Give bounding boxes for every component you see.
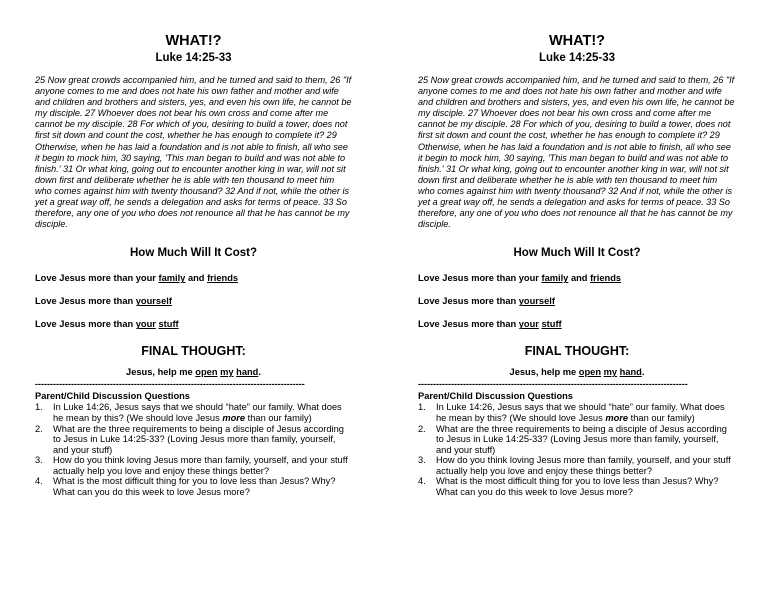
- final-thought-heading: FINAL THOUGHT:: [141, 344, 246, 359]
- question-text: than our family): [245, 412, 312, 423]
- question-number: 2.: [418, 423, 426, 434]
- cost-line-text: Love Jesus more than your: [418, 273, 542, 284]
- questions-heading: Parent/Child Discussion Questions: [418, 391, 573, 402]
- cost-line-yourself: [35, 296, 352, 307]
- final-thought-heading: FINAL THOUGHT:: [524, 344, 630, 359]
- cost-line-text: Love Jesus more than your: [35, 273, 159, 284]
- question-number: 4.: [35, 476, 43, 487]
- list-item: [418, 476, 736, 497]
- dashed-divider: ------------------------------------------------------------------------------------------: [35, 380, 305, 390]
- underlined-word: open: [578, 367, 602, 378]
- underlined-word: stuff: [541, 319, 562, 330]
- prayer-text: Jesus, help me: [126, 367, 196, 378]
- underlined-word: hand: [236, 367, 259, 378]
- page-title: WHAT!?: [548, 33, 606, 49]
- cost-line-text: Love Jesus more than: [35, 319, 136, 330]
- cost-line-text: Love Jesus more than: [418, 296, 519, 307]
- question-number: 1.: [418, 402, 426, 413]
- underlined-word: family: [541, 273, 569, 284]
- question-text: What are the three requirements to being a disciple of Jesus according to Jesus in Luke 14:25-33? (Loving Jesus more than family, yourself, and your stuff): [436, 423, 727, 455]
- page-title: WHAT!?: [165, 33, 222, 49]
- prayer-text: .: [641, 367, 645, 378]
- underlined-word: friends: [207, 273, 239, 284]
- cost-line-yourself: [418, 296, 736, 307]
- list-item: [35, 424, 352, 456]
- list-item: [35, 476, 352, 497]
- handout-copy-right: [384, 0, 768, 593]
- questions-list: [35, 402, 352, 497]
- question-text: What are the three requirements to being a disciple of Jesus according to Jesus in Luke 14:25-33? (Loving Jesus more than family, yourself, and your stuff): [53, 423, 344, 455]
- underlined-word: stuff: [158, 319, 179, 330]
- underlined-word: family: [158, 273, 186, 284]
- prayer-line: [418, 367, 736, 378]
- scripture-reference: Luke 14:25-33: [155, 52, 232, 64]
- question-number: 2.: [35, 423, 43, 434]
- emphasis-word: more: [605, 412, 629, 423]
- underlined-word: friends: [590, 273, 622, 284]
- scripture-passage: 25 Now great crowds accompanied him, and he turned and said to them, 26 "If anyone comes to me and does not hate his own father and mother and wife and children and brothers and sisters, yes, and even his own life, he cannot be my disciple. 27 Whoever does not bear his own cross and come after me cannot be my disciple. 28 For which of you, desiring to build a tower, does not first sit down and count the cost, whether he has enough to complete it? 29 Otherwise, when he has laid a foundation and is not able to finish, all who see it begin to mock him, 30 saying, 'This man began to build and was not able to finish.' 31 Or what king, going out to encounter another king in war, will not sit down first and deliberate whether he is able with ten thousand to meet him who comes against him with twenty thousand? 32 And if not, while the other is yet a great way off, he sends a delegation and asks for terms of peace. 33 So therefore, any one of you who does not renounce all that he has cannot be my disciple.: [35, 75, 352, 230]
- underlined-word: your: [135, 319, 156, 330]
- question-text: What is the most difficult thing for you to love less than Jesus? Why? What can you do this week to love Jesus more?: [53, 476, 336, 498]
- cost-heading: How Much Will It Cost?: [129, 247, 258, 260]
- list-item: [418, 424, 736, 456]
- cost-line-family: [35, 273, 352, 284]
- cost-line-text: Love Jesus more than: [35, 296, 136, 307]
- scripture-passage: 25 Now great crowds accompanied him, and he turned and said to them, 26 "If anyone comes to me and does not hate his own father and mother and wife and children and brothers and sisters, yes, and even his own life, he cannot be my disciple. 27 Whoever does not bear his own cross and come after me cannot be my disciple. 28 For which of you, desiring to build a tower, does not first sit down and count the cost, whether he has enough to complete it? 29 Otherwise, when he has laid a foundation and is not able to finish, all who see it begin to mock him, 30 saying, 'This man began to build and was not able to finish.' 31 Or what king, going out to encounter another king in war, will not sit down first and deliberate whether he is able with ten thousand to meet him who comes against him with twenty thousand? 32 And if not, while the other is yet a great way off, he sends a delegation and asks for terms of peace. 33 So therefore, any one of you who does not renounce all that he has cannot be my disciple.: [418, 75, 735, 230]
- question-text: In Luke 14:26, Jesus says that we should “hate” our family. What does he mean by this? (We should love Jesus: [53, 402, 342, 423]
- underlined-word: yourself: [518, 296, 555, 307]
- underlined-word: open: [195, 367, 218, 378]
- cost-line-family: [418, 273, 736, 284]
- cost-line-stuff: [418, 319, 736, 330]
- cost-line-text: Love Jesus more than: [418, 319, 519, 330]
- prayer-text: .: [258, 367, 261, 378]
- scripture-reference: Luke 14:25-33: [538, 52, 616, 64]
- dashed-divider: ------------------------------------------------------------------------------------------: [418, 380, 688, 390]
- questions-heading: Parent/Child Discussion Questions: [35, 391, 190, 402]
- cost-line-text: and: [568, 273, 591, 284]
- underlined-word: my: [603, 367, 618, 378]
- question-text: In Luke 14:26, Jesus says that we should “hate” our family. What does he mean by this? (We should love Jesus: [436, 402, 725, 423]
- question-text: What is the most difficult thing for you to love less than Jesus? Why? What can you do this week to love Jesus more?: [436, 476, 719, 498]
- list-item: [418, 455, 736, 476]
- underlined-word: hand: [619, 367, 642, 378]
- underlined-word: your: [518, 319, 539, 330]
- question-text: How do you think loving Jesus more than family, yourself, and your stuff actually help you love and enjoy these things better?: [436, 455, 731, 476]
- list-item: [35, 455, 352, 476]
- questions-list: [418, 402, 736, 497]
- cost-line-text: and: [185, 273, 208, 284]
- underlined-word: yourself: [135, 296, 172, 307]
- prayer-line: [35, 367, 352, 378]
- cost-line-stuff: [35, 319, 352, 330]
- emphasis-word: more: [222, 412, 246, 423]
- question-number: 3.: [35, 455, 43, 466]
- prayer-text: Jesus, help me: [509, 367, 579, 378]
- question-text: How do you think loving Jesus more than family, yourself, and your stuff actually help you love and enjoy these things better?: [53, 455, 348, 476]
- question-number: 4.: [418, 476, 426, 487]
- question-number: 1.: [35, 402, 43, 413]
- underlined-word: my: [220, 367, 234, 378]
- question-number: 3.: [418, 455, 426, 466]
- cost-heading: How Much Will It Cost?: [513, 247, 641, 260]
- list-item: [418, 402, 736, 423]
- question-text: than our family): [628, 412, 695, 423]
- list-item: [35, 402, 352, 423]
